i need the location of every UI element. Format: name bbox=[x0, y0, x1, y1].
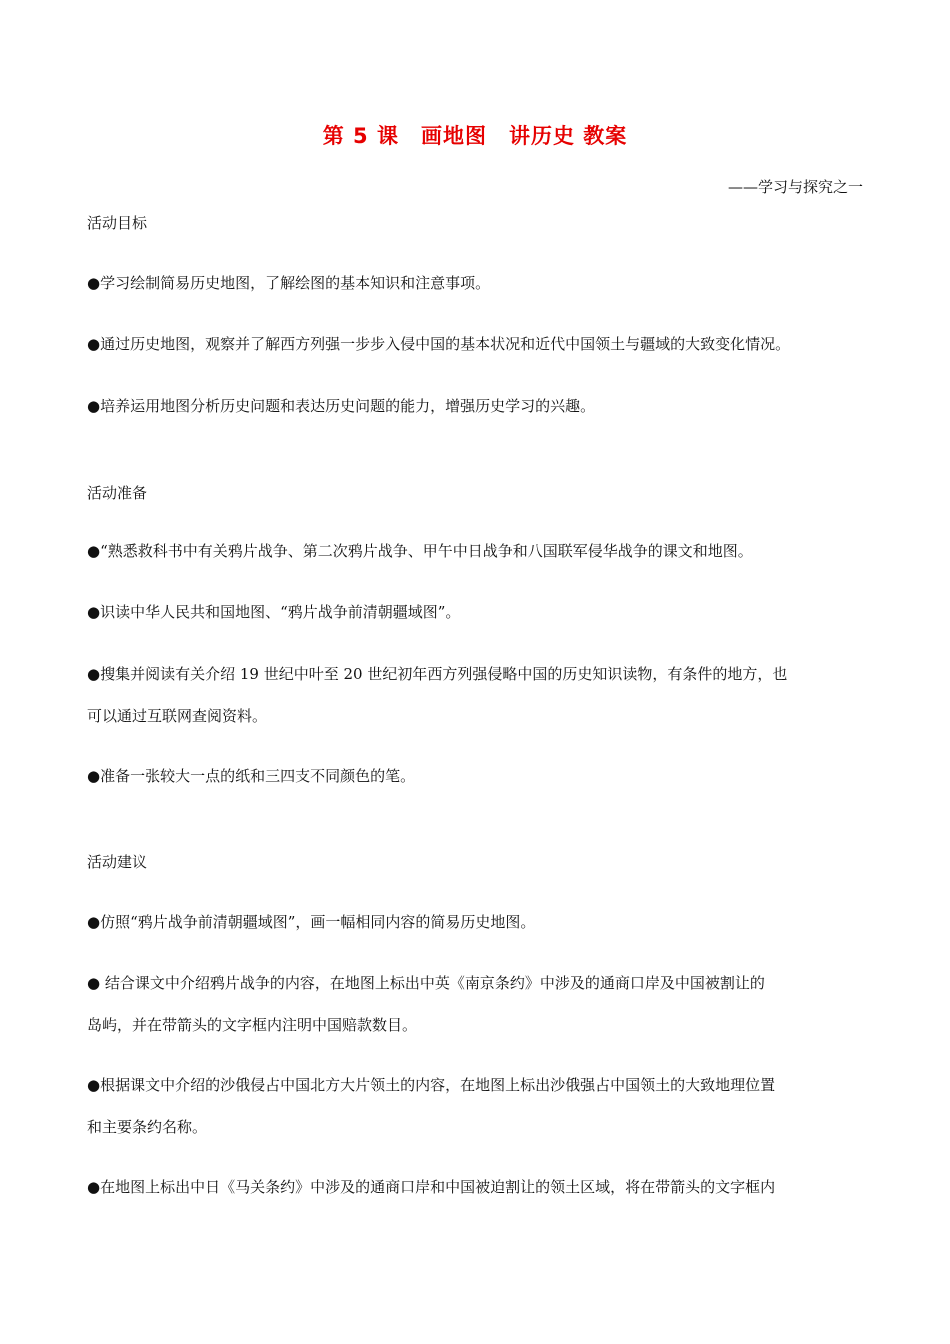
section-heading-suggestions: 活动建议 bbox=[87, 853, 148, 871]
paragraph-line: ●识读中华人民共和国地图、“鸦片战争前清朝疆域图”。 bbox=[87, 603, 461, 621]
paragraph-line: ●准备一张较大一点的纸和三四支不同颜色的笔。 bbox=[87, 767, 416, 785]
page-subtitle: ——学习与探究之一 bbox=[727, 178, 863, 196]
paragraph-line: ●学习绘制简易历史地图，了解绘图的基本知识和注意事项。 bbox=[87, 274, 491, 292]
list-item bbox=[87, 530, 863, 572]
paragraph-line: ●通过历史地图，观察并了解西方列强一步步入侵中国的基本状况和近代中国领土与疆域的大致变化情况。 bbox=[87, 335, 791, 353]
paragraph-line: 和主要条约名称。 bbox=[87, 1118, 208, 1136]
paragraph-line: ●培养运用地图分析历史问题和表达历史问题的能力，增强历史学习的兴趣。 bbox=[87, 397, 596, 415]
section-heading-preparation: 活动准备 bbox=[87, 484, 148, 502]
list-item bbox=[87, 653, 863, 737]
paragraph-line: ●搜集并阅读有关介绍 19 世纪中叶至 20 世纪初年西方列强侵略中国的历史知识读物，有条件的地方，也 bbox=[87, 665, 788, 683]
list-item bbox=[87, 1166, 863, 1208]
paragraph-line: ●仿照“鸦片战争前清朝疆域图”，画一幅相同内容的简易历史地图。 bbox=[87, 913, 536, 931]
list-item bbox=[87, 591, 863, 633]
list-item bbox=[87, 385, 863, 427]
list-item bbox=[87, 901, 863, 943]
list-item bbox=[87, 1064, 863, 1148]
paragraph-line: 可以通过互联网查阅资料。 bbox=[87, 707, 268, 725]
paragraph-line: 岛屿，并在带箭头的文字框内注明中国赔款数目。 bbox=[87, 1016, 418, 1034]
paragraph-line: ●“熟悉救科书中有关鸦片战争、第二次鸦片战争、甲午中日战争和八国联军侵华战争的课文和地图。 bbox=[87, 542, 753, 560]
paragraph-line: ●在地图上标出中日《马关条约》中涉及的通商口岸和中国被迫割让的领土区域，将在带箭头的文字框内 bbox=[87, 1178, 776, 1196]
page-title: 第 5 课 画地图 讲历史 教案 bbox=[322, 124, 628, 148]
paragraph-line: ● 结合课文中介绍鸦片战争的内容，在地图上标出中英《南京条约》中涉及的通商口岸及中国被割让的 bbox=[87, 974, 765, 992]
list-item bbox=[87, 323, 863, 365]
list-item bbox=[87, 755, 863, 797]
list-item bbox=[87, 962, 863, 1046]
list-item bbox=[87, 262, 863, 304]
paragraph-line: ●根据课文中介绍的沙俄侵占中国北方大片领土的内容，在地图上标出沙俄强占中国领土的大致地理位置 bbox=[87, 1076, 776, 1094]
section-heading-goals: 活动目标 bbox=[87, 214, 148, 232]
